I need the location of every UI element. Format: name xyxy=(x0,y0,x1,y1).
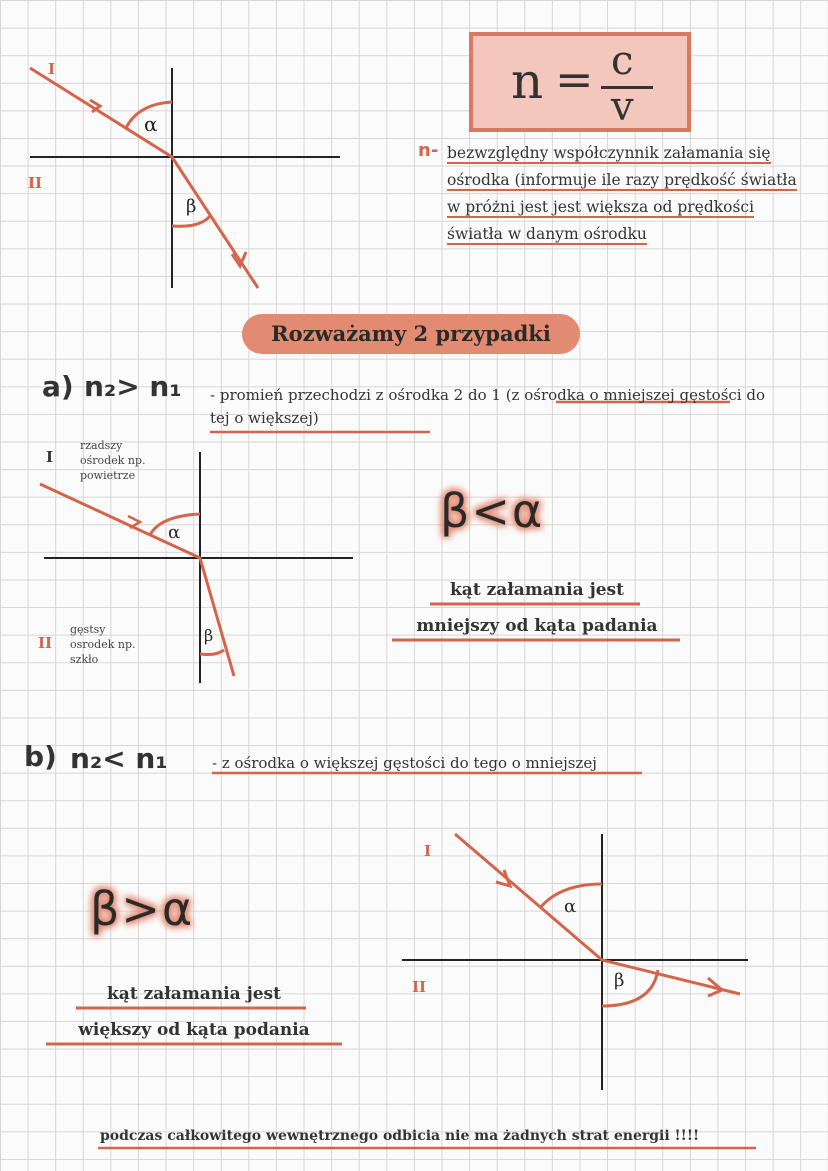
case-a-angle-relation: β<α xyxy=(440,484,545,538)
definition-text: bezwzględny współczynnik załamania się ośrodka (informuje ile razy prędkość światła w próżni jest jest większa od prędkości światła w danym ośrodku xyxy=(447,144,797,243)
top-alpha-label: α xyxy=(144,112,158,136)
formula-denominator: v xyxy=(611,84,634,130)
case-b-description: - z ośrodka o większej gęstości do tego o mniejszej xyxy=(212,754,597,772)
case-a-medium-2-note: gęstsy osrodek np. szkło xyxy=(70,623,136,666)
case-b-relation: n₂< n₁ xyxy=(70,742,168,775)
formula-n: n xyxy=(511,52,544,110)
footer-note: podczas całkowitego wewnętrznego odbicia nie ma żadnych strat energii !!!! xyxy=(100,1128,700,1144)
top-beta-label: β xyxy=(186,196,197,217)
case-a-conclusion-line-1: kąt załamania jest xyxy=(450,580,624,600)
case-a-conclusion-line-2: mniejszy od kąta padania xyxy=(416,616,658,636)
top-ray xyxy=(30,68,258,288)
case-a-alpha-label: α xyxy=(168,522,181,543)
case-b-alpha-label: α xyxy=(564,896,577,917)
refractive-index-formula xyxy=(469,32,691,132)
case-a-description: - promień przechodzi z ośrodka 2 do 1 (z ośrodka o mniejszej gęstości do tej o większej) xyxy=(210,386,765,427)
case-a-medium-1-note: rzadszy ośrodek np. powietrze xyxy=(80,439,146,482)
top-medium-1-label: I xyxy=(48,60,56,78)
top-medium-2-label: II xyxy=(28,174,43,192)
case-b-medium-2-label: II xyxy=(412,978,427,996)
case-a-beta-label: β xyxy=(204,626,214,645)
case-b-angle-relation: β>α xyxy=(90,882,195,936)
case-b-conclusion-line-1: kąt załamania jest xyxy=(107,984,281,1004)
formula-equals: = xyxy=(555,52,594,106)
case-b-beta-label: β xyxy=(614,970,625,991)
case-b-medium-1-label: I xyxy=(424,842,432,860)
top-beta-arc xyxy=(172,216,210,226)
case-b-conclusion-line-2: większy od kąta podania xyxy=(78,1020,310,1040)
case-a-medium-2-label: II xyxy=(38,634,53,652)
a-beta-arc xyxy=(200,650,224,655)
definition-symbol: n- xyxy=(418,140,439,161)
b-ray xyxy=(455,834,740,994)
case-a-relation: n₂> n₁ xyxy=(84,370,182,403)
section-heading: Rozważamy 2 przypadki xyxy=(242,314,580,354)
b-beta-arc xyxy=(602,970,658,1006)
case-a-medium-1-label: I xyxy=(46,448,54,466)
case-a-label: a) xyxy=(42,370,74,403)
formula-numerator: c xyxy=(611,38,634,84)
case-b-label: b) xyxy=(24,740,57,773)
